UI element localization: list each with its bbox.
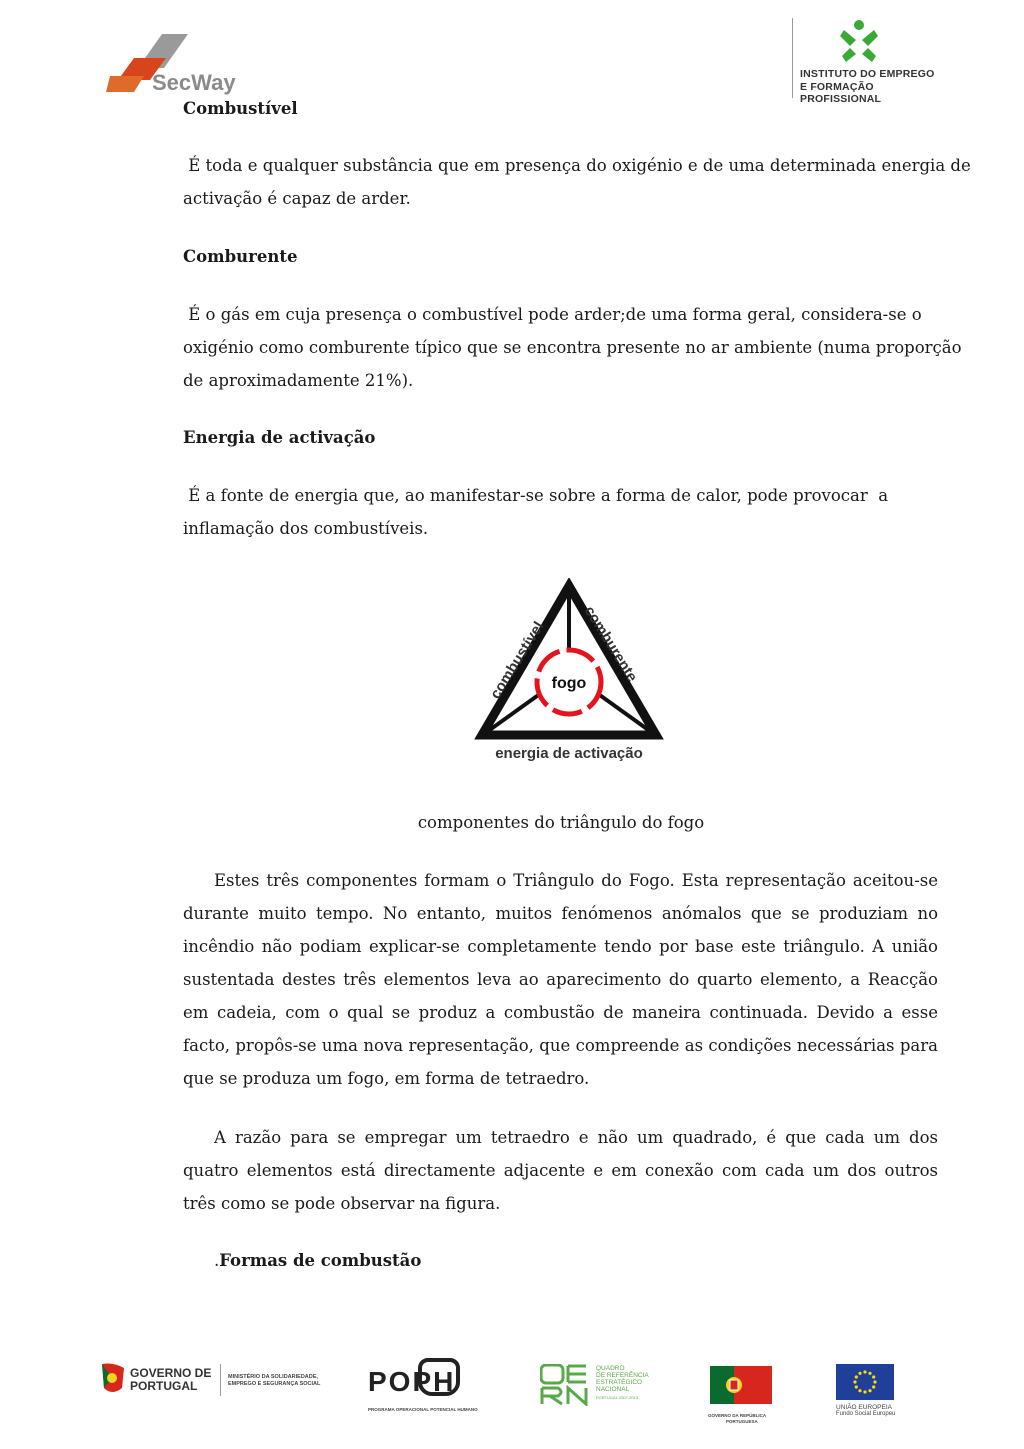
paragraph-triangulo: Estes três componentes formam o Triângulo do Fogo. Esta representação aceitou-se durante muito tempo. No entanto, muitos fenómenos anómalos que se produziam no incêndio não podiam explicar-se completamente tendo por base este triângulo. A união sustentada destes três elementos leva ao aparecimento do quarto elemento, a Reacção em cadeia, com o qual se produz a combustão de maneira continuada. Devido a esse facto, propôs-se uma nova representação, que compreende as condições necessárias para que se produza um fogo, em forma de tetraedro. [183,871,938,1088]
qren-line3: ESTRATÉGICO [596,1379,643,1386]
eu-flag-icon [836,1364,894,1400]
republica-line1: GOVERNO DA REPÚBLICA [708,1413,767,1418]
poph-text: POPH [368,1366,456,1397]
combustivel-line2: activação é capaz de arder. [183,189,411,208]
poph-subtitle: PROGRAMA OPERACIONAL POTENCIAL HUMANO [368,1407,478,1412]
portugal-flag-icon [710,1366,772,1404]
ministry-line2: EMPREGO E SEGURANÇA SOCIAL [228,1381,321,1387]
ue-line2: Fundo Social Europeu [836,1411,896,1417]
comburente-line3: de aproximadamente 21%). [183,371,414,390]
fogo-label: fogo [551,675,587,692]
governo-portugal-logo [96,1358,332,1404]
heading-formas-text: Formas de combustão [219,1251,422,1270]
iefp-name-line2: E FORMAÇÃO PROFISSIONAL [800,81,882,105]
poph-logo [368,1358,488,1416]
gov-name-line1: GOVERNO DE [130,1366,212,1380]
comburente-line1: É o gás em cuja presença o combustível pode arder;de uma forma geral, considera-se o [183,305,922,324]
combustivel-label: combustível [486,618,548,703]
poph-speech-icon [418,1358,460,1396]
fire-triangle-figure [474,578,664,768]
energia-line1: É a fonte de energia que, ao manifestar-se sobre a forma de calor, pode provocar a [183,486,889,505]
header-divider [792,18,793,98]
qren-line4: NACIONAL [596,1386,630,1393]
paragraph-tetraedro: A razão para se empregar um tetraedro e não um quadrado, é que cada um dos quatro elementos está directamente adjacente e em conexão com cada um dos outros três como se pode observar na figura. [183,1128,938,1213]
republica-portuguesa-logo [708,1366,774,1426]
uniao-europeia-logo [836,1364,916,1420]
heading-combustivel: Combustível [183,99,298,118]
comburente-line2: oxigénio como comburente típico que se encontra presente no ar ambiente (numa proporção [183,338,962,357]
ministry-line1: MINISTÉRIO DA SOLIDARIEDADE, [228,1374,318,1380]
qren-line5: PORTUGAL 2007-2013 [596,1395,639,1400]
energia-label: energia de activação [495,745,643,762]
combustivel-line1: É toda e qualquer substância que em presença do oxigénio e de uma determinada energia de [183,156,971,175]
heading-comburente: Comburente [183,247,298,266]
qren-line2: DE REFERÊNCIA [596,1372,649,1379]
heading-formas-combustao [214,1244,421,1277]
secway-logo [104,28,254,100]
iefp-logo [800,18,950,105]
heading-prefix-dot: . [214,1251,220,1270]
energia-line2: inflamação dos combustíveis. [183,519,429,538]
qren-line1: QUADRO [596,1365,625,1372]
iefp-name-line1: INSTITUTO DO EMPREGO [800,68,935,80]
heading-energia: Energia de activação [183,428,376,447]
svg-text:SecWay: SecWay [152,70,236,95]
comburente-label: comburente [580,603,641,685]
figure-caption: componentes do triângulo do fogo [417,813,705,832]
ue-line1: UNIÃO EUROPEIA [836,1404,892,1411]
republica-line2: PORTUGUESA [726,1419,758,1424]
gov-name-line2: PORTUGAL [130,1379,198,1393]
qren-mark-icon [540,1364,592,1406]
qren-logo [540,1364,660,1408]
gov-divider [220,1364,221,1396]
